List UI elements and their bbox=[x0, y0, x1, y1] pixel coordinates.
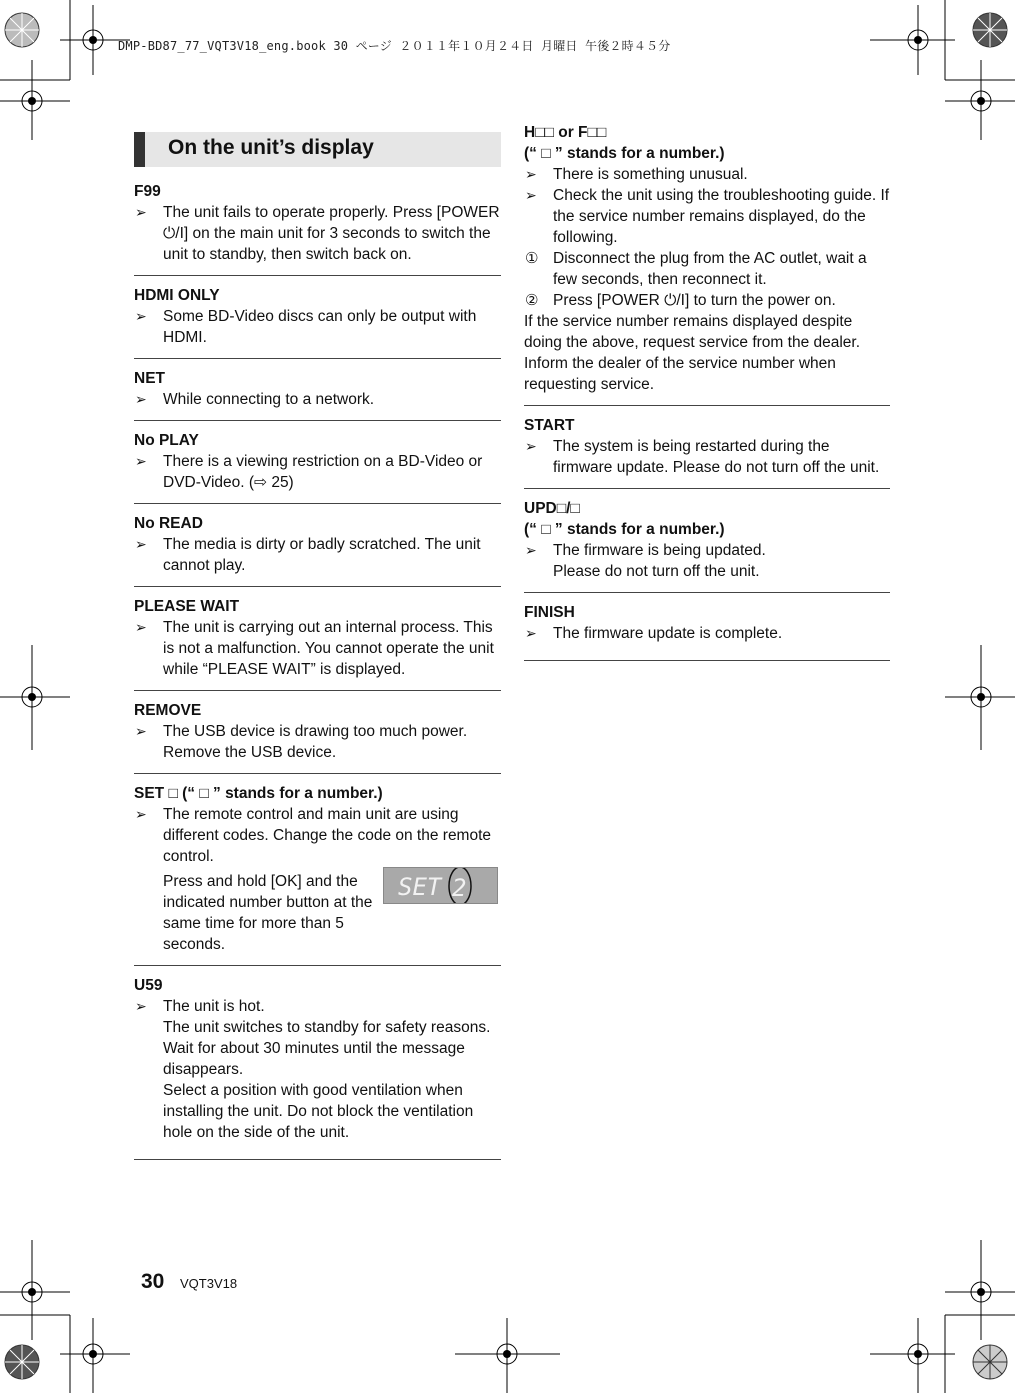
entry-code: H□□ or F□□ bbox=[524, 124, 607, 141]
arrow-icon: ➢ bbox=[525, 542, 537, 558]
entry-net bbox=[134, 359, 501, 421]
entry-upd bbox=[524, 489, 890, 593]
print-header: DMP-BD87_77_VQT3V18_eng.book 30 ページ ２０１１年１０月２４日 月曜日 午後２時４５分 bbox=[118, 39, 671, 53]
step-item: ① Disconnect the plug from the AC outlet, wait a few seconds, then reconnect it. bbox=[525, 250, 867, 288]
list-item: ➢ The unit is carrying out an internal process. This is not a malfunction. You cannot operate the unit while “PLEASE WAIT” is displayed. bbox=[135, 619, 494, 678]
arrow-icon: ➢ bbox=[525, 187, 537, 203]
set-display-graphic bbox=[384, 868, 497, 903]
entry-code: F99 bbox=[134, 183, 161, 200]
entry-start bbox=[524, 406, 890, 489]
display-panel-image bbox=[383, 867, 498, 904]
list-item: ➢ There is something unusual. bbox=[525, 166, 748, 183]
entry-f99 bbox=[134, 181, 501, 276]
entry-u59 bbox=[134, 966, 501, 1160]
list-item: ➢ Check the unit using the troubleshooting guide. If the service number remains displayed, do the following. bbox=[525, 187, 890, 246]
list-item: ➢ While connecting to a network. bbox=[135, 391, 375, 408]
entry-no-read bbox=[134, 504, 501, 587]
entry-code: FINISH bbox=[524, 604, 575, 621]
list-item: ➢ Some BD-Video discs can only be output with HDMI. bbox=[135, 308, 477, 346]
arrow-icon: ➢ bbox=[525, 625, 537, 641]
step-item: ② Press [POWER ⏻/I] to turn the power on. bbox=[525, 292, 836, 309]
entry-set bbox=[134, 774, 501, 966]
entry-code: SET □ (“ □ ” stands for a number.) bbox=[134, 785, 383, 802]
list-item: ➢ The unit is hot. bbox=[135, 998, 265, 1015]
entry-no-play bbox=[134, 421, 501, 504]
arrow-icon: ➢ bbox=[135, 619, 147, 635]
note-paragraph: If the service number remains displayed despite doing the above, request service from the dealer. Inform the dealer of the service number when requesting service. bbox=[524, 313, 861, 393]
entry-code: START bbox=[524, 417, 575, 434]
right-column bbox=[524, 122, 890, 661]
entry-please-wait bbox=[134, 587, 501, 691]
set-instruction: Press and hold [OK] and the indicated number button at the same time for more than 5 seconds. bbox=[163, 873, 373, 953]
list-item: ➢ The unit fails to operate properly. Press [POWER ⏻/I] on the main unit for 3 seconds to switch the unit to standby, then switch back on. bbox=[135, 204, 500, 263]
list-item: ➢ The system is being restarted during the firmware update. Please do not turn off the unit. bbox=[525, 438, 880, 476]
list-item: ➢ The firmware is being updated. bbox=[525, 542, 766, 559]
arrow-icon: ➢ bbox=[525, 166, 537, 182]
list-item: ➢ There is a viewing restriction on a BD-Video or DVD-Video. (⇨ 25) bbox=[135, 453, 483, 491]
entry-code: NET bbox=[134, 370, 165, 387]
arrow-icon: ➢ bbox=[135, 806, 147, 822]
entry-code: UPD□/□ bbox=[524, 500, 580, 517]
arrow-icon: ➢ bbox=[135, 536, 147, 552]
step-number: ② bbox=[525, 292, 539, 309]
list-item: ➢ The media is dirty or badly scratched. The unit cannot play. bbox=[135, 536, 481, 574]
display-number: 2 bbox=[452, 874, 467, 902]
step-number: ① bbox=[525, 250, 539, 267]
section-title: On the unit’s display bbox=[168, 136, 374, 159]
entry-remove bbox=[134, 691, 501, 774]
paragraph: Select a position with good ventilation when installing the unit. Do not block the ventilation hole on the side of the unit. bbox=[163, 1082, 474, 1141]
entry-code: HDMI ONLY bbox=[134, 287, 220, 304]
arrow-icon: ➢ bbox=[135, 204, 147, 220]
display-text: SET bbox=[398, 873, 442, 901]
doc-code: VQT3V18 bbox=[180, 1276, 238, 1291]
entry-code: U59 bbox=[134, 977, 163, 994]
section-heading bbox=[134, 132, 501, 167]
entry-code: REMOVE bbox=[134, 702, 202, 719]
arrow-icon: ➢ bbox=[135, 308, 147, 324]
paragraph: The unit switches to standby for safety reasons. Wait for about 30 minutes until the message disappears. bbox=[163, 1019, 491, 1078]
arrow-icon: ➢ bbox=[135, 723, 147, 739]
arrow-icon: ➢ bbox=[135, 453, 147, 469]
entry-subcode: (“ □ ” stands for a number.) bbox=[524, 521, 725, 538]
left-column bbox=[134, 181, 501, 1160]
paragraph: Please do not turn off the unit. bbox=[553, 563, 760, 580]
arrow-icon: ➢ bbox=[525, 438, 537, 454]
arrow-icon: ➢ bbox=[135, 391, 147, 407]
list-item: ➢ The USB device is drawing too much power. Remove the USB device. bbox=[135, 723, 468, 761]
entry-code: PLEASE WAIT bbox=[134, 598, 240, 615]
entry-code: No PLAY bbox=[134, 432, 199, 449]
entry-subcode: (“ □ ” stands for a number.) bbox=[524, 145, 725, 162]
entry-code: No READ bbox=[134, 515, 203, 532]
list-item: ➢ The remote control and main unit are using different codes. Change the code on the remote control. bbox=[135, 806, 492, 865]
list-item: ➢ The firmware update is complete. bbox=[525, 625, 783, 642]
set-instruction-block bbox=[134, 871, 501, 955]
entry-h-or-f bbox=[524, 122, 890, 406]
entry-finish bbox=[524, 593, 890, 661]
arrow-icon: ➢ bbox=[135, 998, 147, 1014]
entry-hdmi-only bbox=[134, 276, 501, 359]
page-number: 30 bbox=[141, 1270, 165, 1293]
